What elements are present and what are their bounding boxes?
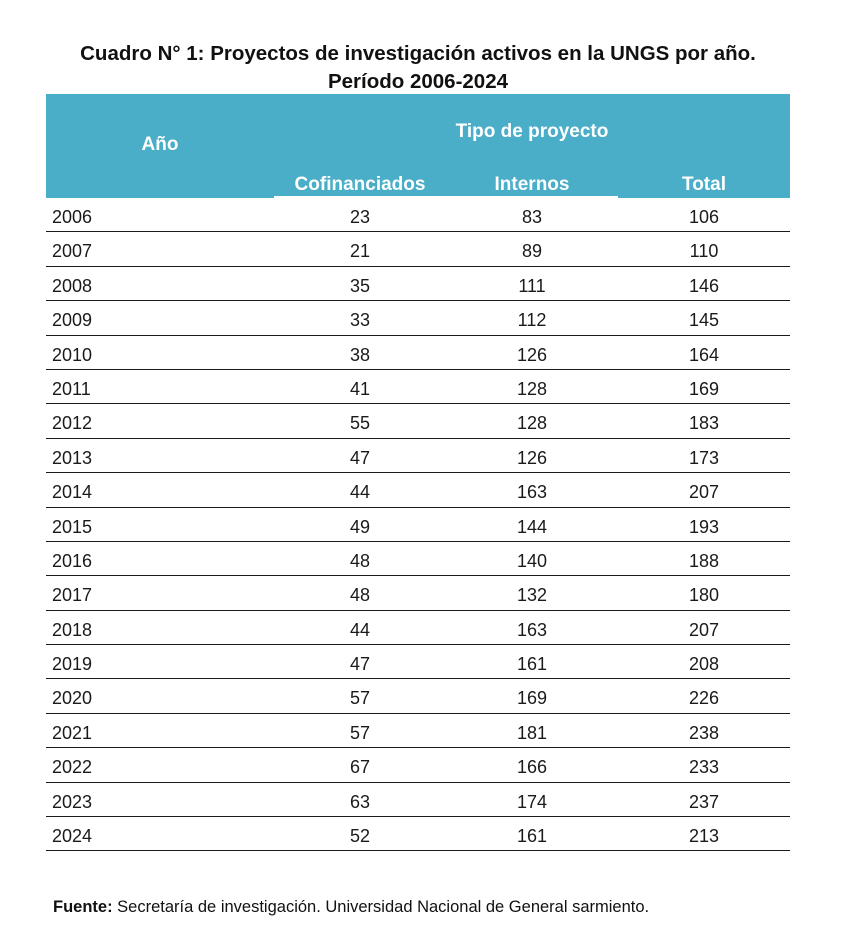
cell-internos: 174 [516,791,548,812]
cell-year: 2018 [52,619,93,640]
cell-total: 238 [688,722,720,743]
table-row [46,267,790,301]
cell-total: 226 [688,688,720,709]
header-total: Total [682,174,726,195]
table-row [46,542,790,576]
table-title [0,40,836,96]
cell-internos: 128 [516,413,548,434]
cell-total: 164 [688,344,720,365]
cell-total: 146 [688,275,720,296]
source-text: Secretaría de investigación. Universidad Nacional de General sarmiento. [112,898,650,916]
cell-internos: 144 [516,516,548,537]
cell-total: 193 [688,516,720,537]
table-row [46,439,790,473]
cell-total: 110 [689,241,719,262]
cell-internos: 161 [516,826,548,847]
header-cofinanciados: Cofinanciados [294,174,426,195]
cell-internos: 181 [516,722,548,743]
cell-internos: 126 [516,344,548,365]
cell-cofinanciados: 67 [349,757,371,778]
cell-total: 188 [688,550,720,571]
cell-internos: 126 [516,447,548,468]
table-row [46,198,790,232]
table-row [46,576,790,610]
cell-year: 2011 [52,378,91,399]
cell-cofinanciados: 33 [349,310,371,331]
table-row [46,611,790,645]
cell-cofinanciados: 55 [349,413,371,434]
cell-total: 213 [688,826,720,847]
cell-year: 2012 [52,413,93,434]
cell-year: 2024 [52,826,93,847]
cell-cofinanciados: 44 [349,482,371,503]
table-row [46,783,790,817]
table-row [46,301,790,335]
cell-cofinanciados: 41 [349,378,371,399]
table-row [46,336,790,370]
table-row [46,473,790,507]
cell-cofinanciados: 35 [349,275,371,296]
table-row [46,508,790,542]
cell-year: 2008 [52,275,93,296]
cell-total: 208 [688,654,720,675]
cell-internos: 166 [516,757,548,778]
cell-total: 145 [688,310,720,331]
cell-cofinanciados: 23 [349,207,371,227]
cell-year: 2010 [52,344,93,365]
title-line-2: Período 2006-2024 [327,70,509,93]
table-row [46,645,790,679]
cell-internos: 132 [516,585,548,606]
cell-cofinanciados: 44 [349,619,371,640]
cell-total: 169 [688,378,720,399]
cell-cofinanciados: 63 [349,791,371,812]
cell-year: 2014 [52,482,93,503]
title-line-1: Cuadro N° 1: Proyectos de investigación activos en la UNGS por año. [80,42,756,65]
table-row [46,370,790,404]
cell-cofinanciados: 38 [349,344,371,365]
cell-year: 2019 [52,654,93,675]
cell-internos: 169 [516,688,548,709]
source-note [53,898,649,917]
cell-total: 106 [688,207,720,227]
cell-internos: 83 [521,207,543,227]
cell-year: 2016 [52,550,93,571]
cell-cofinanciados: 57 [349,722,371,743]
cell-year: 2007 [52,241,93,262]
cell-year: 2009 [52,310,93,331]
projects-table [46,94,790,851]
table-row [46,232,790,266]
cell-cofinanciados: 48 [349,585,371,606]
cell-internos: 140 [516,550,548,571]
cell-internos: 163 [516,482,548,503]
cell-total: 233 [688,757,720,778]
header-project-type: Tipo de proyecto [455,121,609,142]
cell-internos: 111 [518,275,546,296]
cell-year: 2013 [52,447,93,468]
cell-internos: 89 [521,241,543,262]
header-year: Año [141,134,179,155]
cell-cofinanciados: 21 [349,241,371,262]
cell-year: 2006 [52,207,93,227]
table-row [46,679,790,713]
header-internos: Internos [494,174,570,195]
cell-year: 2021 [52,722,93,743]
cell-total: 207 [688,482,720,503]
cell-internos: 128 [516,378,548,399]
cell-cofinanciados: 49 [349,516,371,537]
cell-total: 173 [688,447,720,468]
cell-internos: 112 [517,310,547,331]
cell-total: 207 [688,619,720,640]
table-row [46,404,790,438]
cell-total: 237 [688,791,720,812]
cell-year: 2015 [52,516,93,537]
cell-year: 2022 [52,757,93,778]
cell-internos: 163 [516,619,548,640]
cell-internos: 161 [516,654,548,675]
cell-year: 2017 [52,585,93,606]
cell-total: 180 [688,585,720,606]
cell-cofinanciados: 48 [349,550,371,571]
cell-cofinanciados: 47 [349,447,371,468]
table-header [46,94,790,198]
cell-year: 2020 [52,688,93,709]
cell-year: 2023 [52,791,93,812]
table-row [46,748,790,782]
cell-cofinanciados: 57 [349,688,371,709]
table-row [46,714,790,748]
cell-total: 183 [688,413,720,434]
source-label: Fuente: [53,898,113,916]
table-row [46,817,790,851]
table-body [46,198,790,851]
cell-cofinanciados: 47 [349,654,371,675]
cell-cofinanciados: 52 [349,826,371,847]
